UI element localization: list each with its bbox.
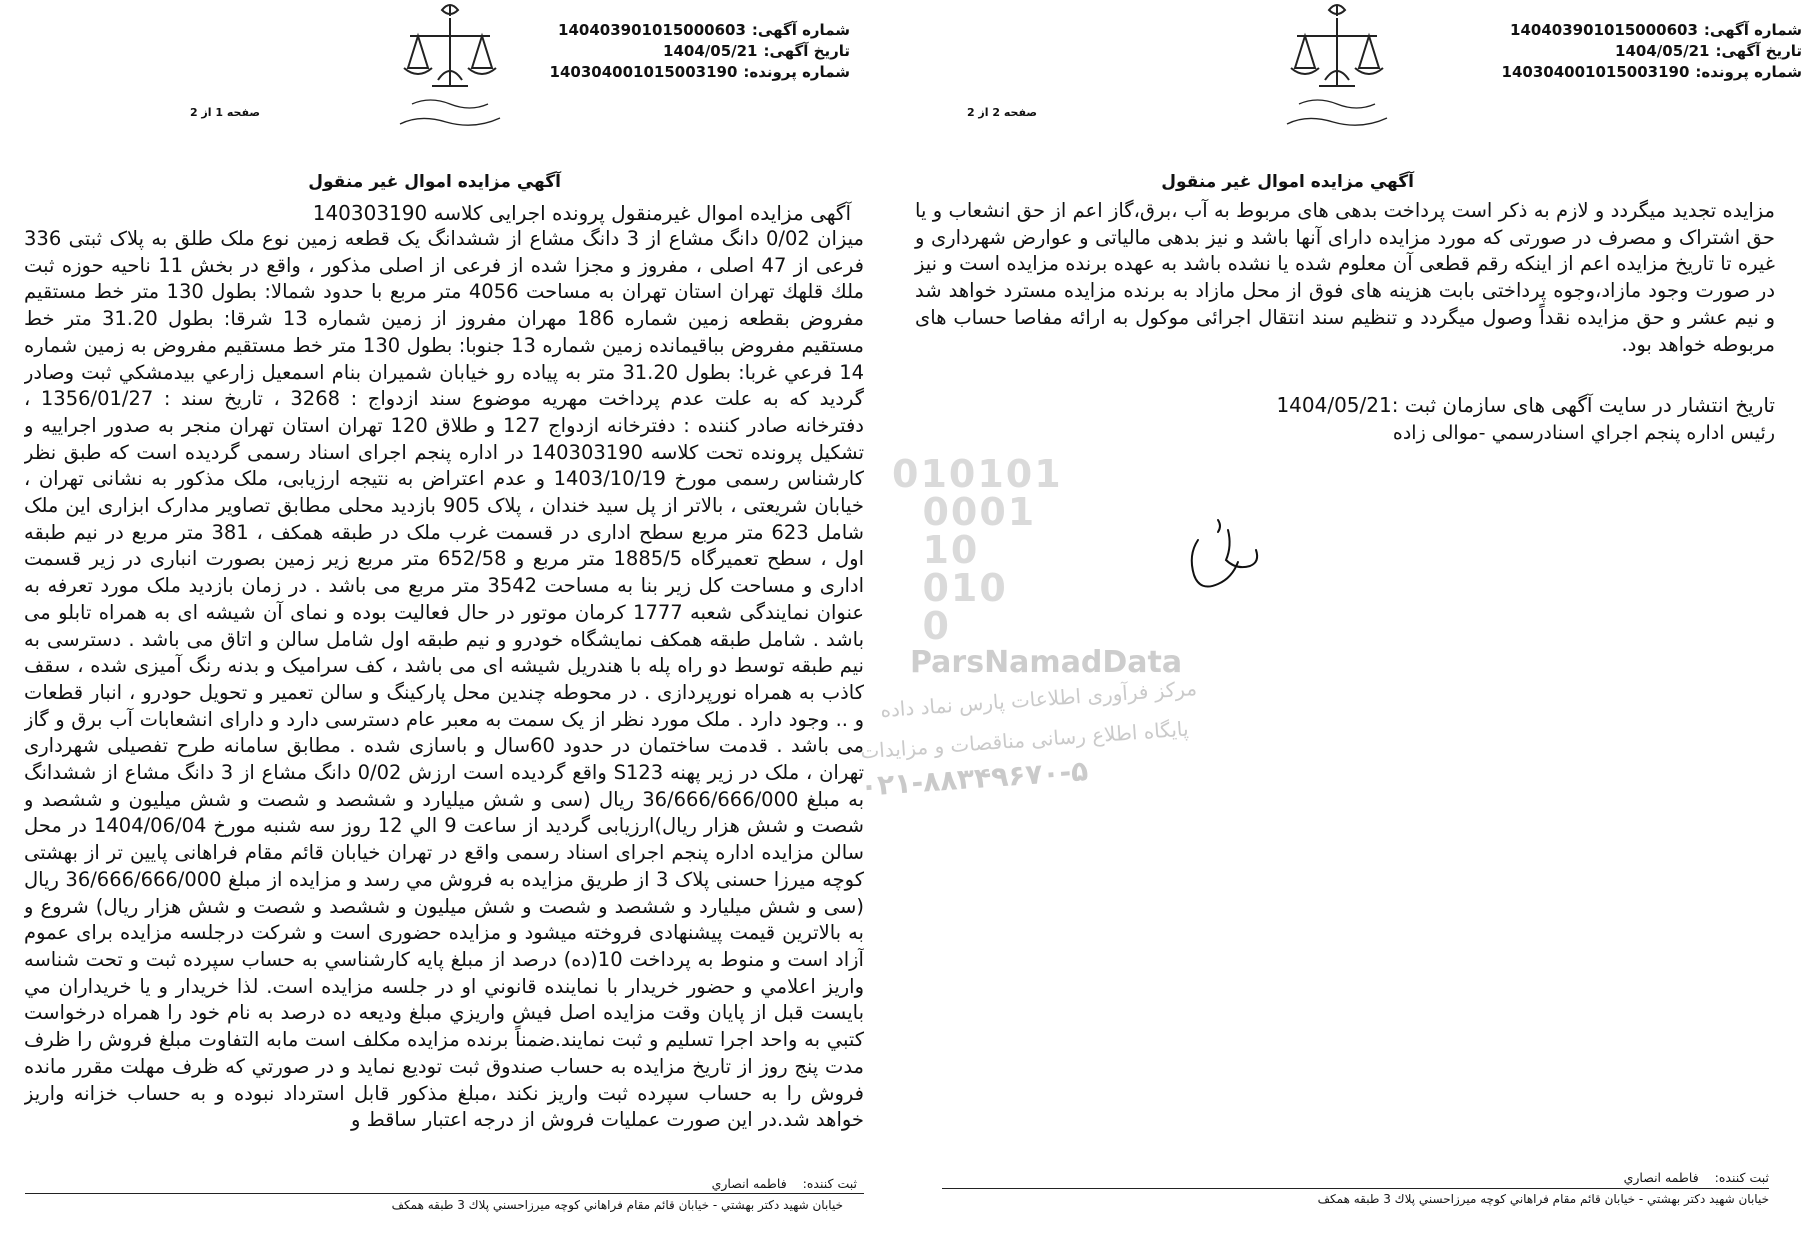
watermark-digits: 010101 0001 10 010 0 — [892, 452, 1063, 648]
watermark-tagline: مركز فرآوری اطلاعات پارس نماد داده — [879, 675, 1198, 723]
footer-address: خيابان شهيد دكتر بهشتي - خيابان قائم مقام فراهاني كوچه ميرزاحسني پلاك 3 طبقه همكف — [1317, 1192, 1769, 1206]
registrar-name: فاطمه انصاري — [711, 1176, 787, 1191]
footer-address: خيابان شهيد دكتر بهشتي - خيابان قائم مقام فراهاني كوچه ميرزاحسني پلاك 3 طبقه همكف — [391, 1198, 843, 1212]
page-number: صفحه 2 از 2 — [966, 106, 1037, 119]
judiciary-emblem-icon — [390, 0, 510, 135]
ad-title: آگهي مزايده اموال غير منقول — [1161, 172, 1414, 192]
ad-subtitle: آگهی مزایده اموال غیرمنقول پرونده اجرایی کلاسه 140303190 — [312, 201, 851, 225]
ad-date: 1404/05/21 — [663, 42, 758, 60]
ad-date-label: تاریخ آگهی: — [1715, 42, 1802, 60]
registrar-label: ثبت کننده: — [802, 1176, 857, 1191]
ad-body: ميزان 0/02 دانگ مشاع از 3 دانگ مشاع از ششدانگ يک قطعه زمين نوع ملک طلق به پلاک ثبتی 336 فرعی از 47 اصلی ، مفروز و مجزا شده از فرعی از اصلی مذکور ، واقع در بخش 11 ناحيه حوزه ثبت ملك قلهك تهران استان تهران به مساحت 4056 متر مربع با حدود شمالا: بطول 130 متر خط مستقيم مفروض بقطعه زمين شماره 186 مهران مفروز از زمين شماره 13 شرقا: بطول 31.20 متر خط مستقيم مفروض بباقيمانده زمين شماره 13 جنوبا: بطول 130 متر خط مستقيم مفروض به زمين شماره 14 فرعي غربا: بطول 31.20 متر به پياده رو خيابان شميران بنام اسمعيل زارعي بيدمشكي ثبت وصادر گرديد كه به علت عدم پرداخت مهريه موضوع سند ازدواج : 3268 ، تاريخ سند : 1356/01/27 ، دفترخانه صادر كننده : دفترخانه ازدواج 127 و طلاق 120 تهران استان تهران منجر به صدور اجراييه و تشكيل پرونده تحت كلاسه 140303190 در اداره پنجم اجرای اسناد رسمی گرديده است كه طبق نظر كارشناس رسمی مورخ 1403/10/19 و عدم اعتراض به نتيجه ارزيابی، ملک مذكور به نشانی تهران ، خيابان شريعتی ، بالاتر از پل سيد خندان ، پلاک 905 بازديد محلی مطابق تصاوير مدارک ابزاری اين ملک شامل 623 متر مربع سطح اداری در قسمت غرب ملک در طبقه همكف ، 381 متر مربع در نيم طبقه اول ، سطح تعميرگاه 1885/5 متر مربع و 652/58 متر مربع زير زمين بصورت انباری در زير قسمت اداری و مساحت كل زير بنا به مساحت 3542 متر مربع می باشد . در زمان بازديد ملک مورد تعرفه به عنوان نمايندگی شعبه 1777 كرمان موتور در حال فعاليت بوده و نمای آن شيشه ای به همراه تابلو می باشد . شامل طبقه همكف نمايشگاه خودرو و نيم طبقه اول شامل سالن و اتاق می باشد . دسترسی به نيم طبقه توسط دو راه پله با هندريل شيشه ای می باشد ، كف سراميک و بدنه رنگ آميزی شده ، سقف كاذب به همراه نورپردازی . در محوطه چندين محل پاركينگ و سالن تعمير و تحويل حودرو ، انبار قطعات و .. وجود دارد . ملک مورد نظر از يک سمت به معبر عام دسترسی دارد و دارای انشعابات آب برق و گاز می باشد . قدمت ساختمان در حدود 60سال و باسازی شده . مطابق سامانه طرح تفصيلی شهرداری تهران ، ملک در زير پهنه S123 واقع گرديده است ارزش 0/02 دانگ مشاع از 3 دانگ مشاع از ششدانگ به مبلغ 36/666/666/000 ريال (سی و شش ميليارد و ششصد و شصت و شش ميليون و ششصد و شصت و شش هزار ريال)ارزيابی گرديد از ساعت 9 الي 12 روز سه شنبه مورخ 1404/06/04 در محل سالن مزايده اداره پنجم اجرای اسناد رسمی واقع در تهران خيابان قائم مقام فراهانی پايين تر از بهشتی كوچه ميرزا حسنی پلاک 3 از طريق مزايده به فروش مي رسد و مزايده از مبلغ 36/666/666/000 ريال (سی و شش ميليارد و ششصد و شصت و شش ميليون و ششصد و شصت و شش هزار ريال) شروع و به بالاترين قيمت پيشنهادی فروخته ميشود و مزايده حضوری است و شركت درجلسه مزايده برای عموم آزاد است و منوط به پرداخت 10(ده) درصد از مبلغ پايه كارشناسي به حساب سپرده ثبت و تحت شناسه واريز اعلامي و حضور خريدار با نماينده قانوني او در جلسه مزايده است. لذا خريدار و يا خريداران مي بايست قبل از پايان وقت مزايده اصل فيش واريزي مبلغ وديعه ده درصد به نام خود را همراه درخواست كتبي به واحد اجرا تسليم و ثبت نمايند.ضمناً برنده مزايده مكلف است مابه التفاوت مبلغ فروش را ظرف مدت پنج روز از تاريخ مزايده به حساب صندوق ثبت توديع نمايد و در صورتي كه ظرف مهلت مقرر مانده فروش را به حساب سپرده ثبت واريز نكند ،مبلغ مذكور قابل استرداد نبوده و به حساب خزانه واريز خواهد شد.در اين صورت عمليات فروش از درجه اعتبار ساقط و — [24, 227, 864, 1132]
ad-number: 140403901015000603 — [1510, 21, 1698, 39]
ad-title: آگهي مزايده اموال غير منقول — [308, 172, 561, 192]
judiciary-emblem-icon — [1277, 0, 1397, 135]
file-number-label: شماره پرونده: — [743, 63, 850, 81]
handwritten-signature — [1158, 480, 1288, 610]
publish-date-line: تاريخ انتشار در سايت آگهی های سازمان ثبت :1404/05/21 — [1276, 393, 1775, 417]
registrar — [712, 1176, 857, 1191]
page-two — [902, 0, 1802, 1257]
watermark-tagline-secondary: پايگاه اطلاع رسانی مناقصات و مزايدات — [859, 716, 1190, 764]
chief-signatory-line: رئيس اداره پنجم اجراي اسنادرسمي -موالی زاده — [1392, 422, 1775, 444]
watermark-phone: ۰۲۱-۸۸۳۴۹۶۷۰-۵ — [859, 754, 1090, 803]
registrar — [1624, 1170, 1769, 1185]
ad-number-label: شماره آگهی: — [1703, 21, 1802, 39]
file-number: 140304001015003190 — [549, 63, 738, 81]
ad-date: 1404/05/21 — [1615, 42, 1710, 60]
file-number: 140304001015003190 — [1501, 63, 1690, 81]
page-one — [0, 0, 900, 1257]
ad-number-label: شماره آگهی: — [751, 21, 850, 39]
ad-body-continued: مزايده تجديد ميگردد و لازم به ذكر است پرداخت بدهی های مربوط به آب ،برق،گاز اعم از حق انشعاب و يا حق اشتراک و مصرف در صورتی كه مورد مزايده دارای آنها باشد و نيز بدهی مالياتی و عوارض شهرداری و غيره تا تاريخ مزايده اعم از اينكه رقم قطعی آن معلوم شده يا نشده باشد به عهده برنده مزايده است و نيز در صورت وجود مازاد،وجوه پرداختی بابت هزينه های فوق از محل مازاد به برنده مزايده مسترد خواهد شد و نيم عشر و حق مزايده نقداً وصول ميگردد و تنظيم سند انتقال اجرائی موكول به ارائه مفاصا حساب های مربوطه خواهد بود. — [915, 199, 1775, 356]
ad-date-label: تاریخ آگهی: — [763, 42, 850, 60]
ad-meta — [550, 20, 850, 83]
watermark-brand: ParsNamadData — [910, 645, 1183, 680]
page-number: صفحه 1 از 2 — [189, 106, 260, 119]
footer-divider — [25, 1193, 864, 1194]
ad-number: 140403901015000603 — [558, 21, 746, 39]
registrar-label: ثبت کننده: — [1714, 1170, 1769, 1185]
ad-meta — [1502, 20, 1802, 83]
registrar-name: فاطمه انصاري — [1623, 1170, 1699, 1185]
footer-divider — [942, 1188, 1769, 1189]
file-number-label: شماره پرونده: — [1695, 63, 1802, 81]
